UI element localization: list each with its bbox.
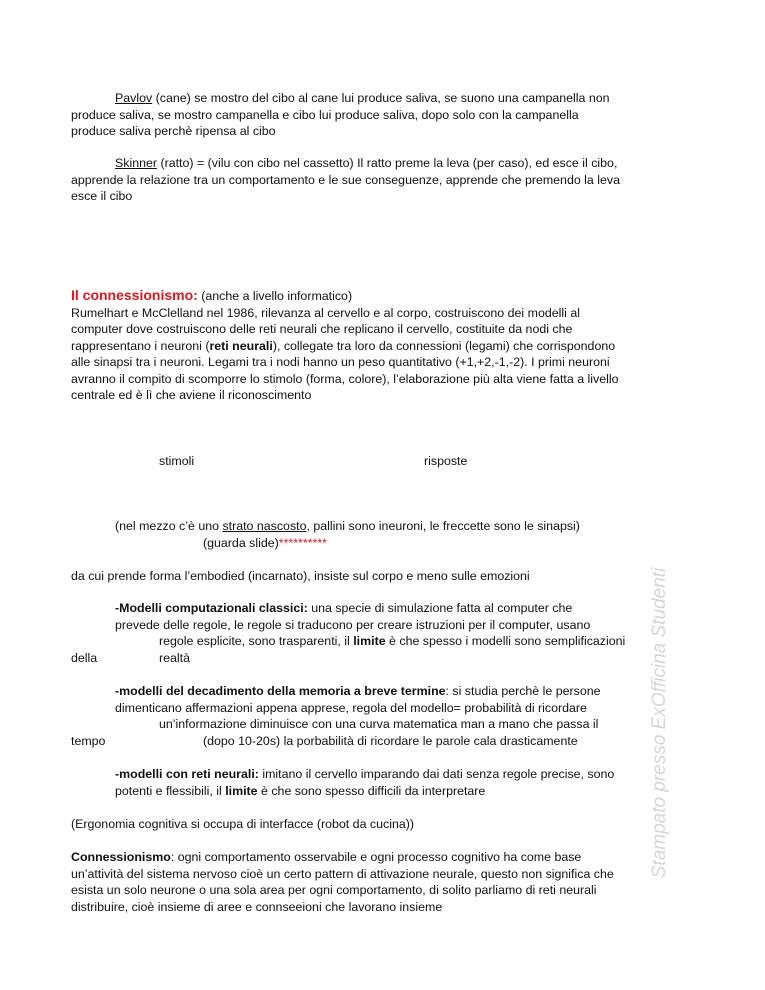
stars: ********** (278, 535, 327, 550)
skinner-name: Skinner (115, 156, 158, 170)
pavlov-name: Pavlov (115, 91, 153, 105)
embodied-line: da cui prende forma l’embodied (incarnato), insiste sul corpo e meno sulle emozioni (71, 569, 530, 583)
skinner-paragraph: Skinner (ratto) = (vilu con cibo nel cassetto) Il ratto preme la leva (per caso), ed esce il cibo, apprende la relazione tra un comportamento e le sue conseguenze, apprende che premendo la leva esce il cibo (71, 156, 620, 203)
watermark: Stampato presso ExOfficina Studenti (648, 567, 670, 879)
risposte-label: risposte (424, 454, 468, 468)
section-heading: Il connessionismo: (71, 287, 198, 303)
modelli-classici: -Modelli computazionali classici: una specie di simulazione fatta al computer che prevede delle regole, le regole si traducono per creare istruzioni per il computer, usano regole esplicite, sono trasparenti, il limite è che spesso i modelli sono semplificazioni della realtà (71, 601, 626, 665)
stimoli-label: stimoli (159, 454, 195, 468)
pavlov-paragraph: Pavlov (cane) se mostro del cibo al cane lui produce saliva, se suono una campanella non produce saliva, se mostro campanella e cibo lui produce saliva, dopo solo con la campanella produce saliva perchè ripensa al cibo (71, 91, 610, 138)
strato-nascosto: strato nascosto (222, 519, 307, 533)
diagram-note: (nel mezzo c’è uno strato nascosto, pallini sono ineuroni, le freccette sono le sinapsi) (guarda slide)********** (115, 519, 580, 550)
final-paragraph: Connessionismo: ogni comportamento osservabile e ogni processo cognitivo ha come base un’attività del sistema nervoso cioè un certo pattern di attivazione neurale, questo non significa che esista un solo neurone o una sola area per ogni comportamento, di solito parliamo di reti neurali distribuire, cioè insieme di aree e connseeioni che lavorano insieme (71, 850, 614, 914)
ergonomia-line: (Ergonomia cognitiva si occupa di interfacce (robot da cucina)) (71, 817, 414, 831)
connessionismo-section: Il connessionismo: (anche a livello informatico) Rumelhart e McClelland nel 1986, rilevanza al cervello e al corpo, costruiscono dei modelli al computer dove costruiscono delle reti neurali che replicano il cervello, costituite da nodi che rappresentano i neuroni (reti neurali), collegate tra loro da connessioni (legami) che corrispondono alle sinapsi tra i neuroni. Legami tra i nodi hanno un peso quantitativo (+1,+2,-1,-2). I primi neuroni avranno il compito di scomporre lo stimolo (forma, colore), l’elaborazione più alta viene fatta a livello centrale ed è lì che aviene il riconoscimento (71, 287, 619, 402)
modelli-reti: -modelli con reti neurali: imitano il cervello imparando dai dati senza regole precise, sono potenti e flessibili, il limite è che sono spesso difficili da interpretare (115, 767, 615, 798)
modelli-decadimento: -modelli del decadimento della memoria a breve termine: si studia perchè le persone dimenticano affermazioni appena apprese, regola del modello= probabilità di ricordare un’informazione diminuisce con una curva matematica man a mano che passa il tempo (dopo 10-20s) la porbabilità di ricordare le parole cala drasticamente (71, 684, 601, 748)
